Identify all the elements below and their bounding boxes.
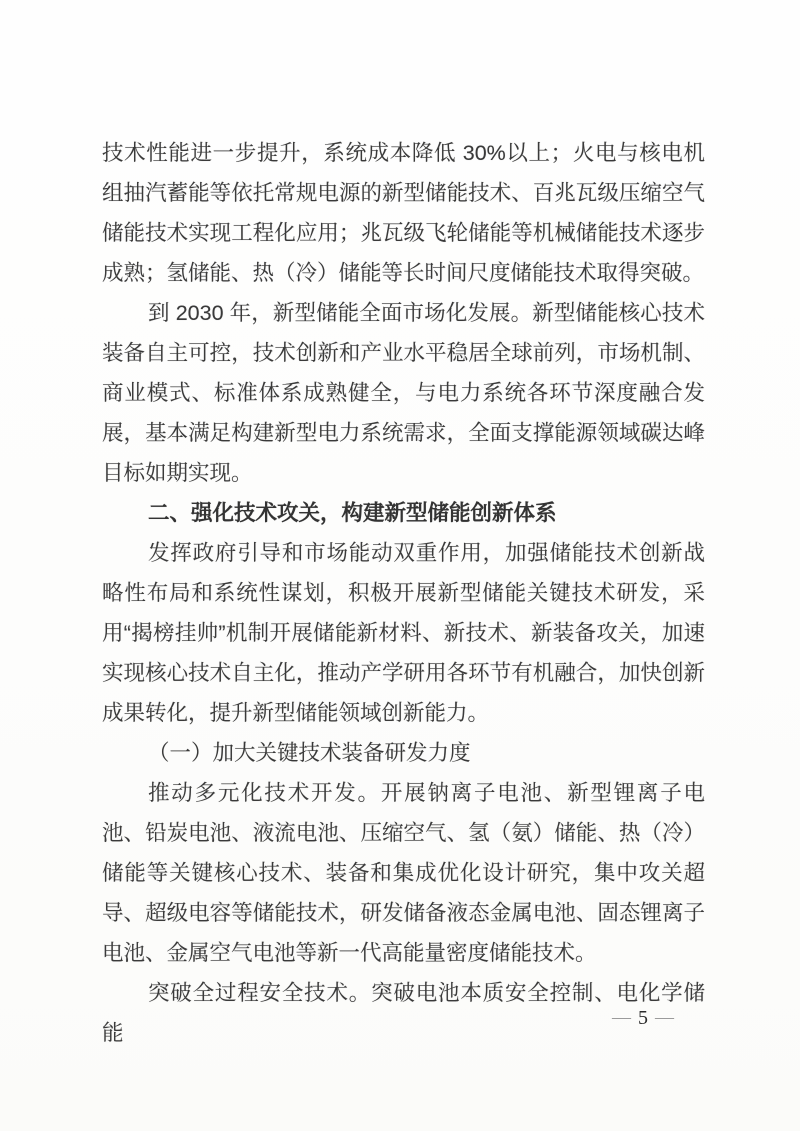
section-heading-2: 二、强化技术攻关，构建新型储能创新体系 (148, 501, 557, 525)
page-number-value: 5 (638, 1006, 648, 1029)
page-number-dash-right: — (655, 1007, 674, 1028)
paragraph-diversified-tech-development: 推动多元化技术开发。开展钠离子电池、新型锂离子电池、铅炭电池、液流电池、压缩空气、氢（氨）储能、热（冷）储能等关键核心技术、装备和集成优化设计研究，集中攻关超导、超级电容等储能技术，研发储备液态金属电池、固态锂离子电池、金属空气电池等新一代高能量密度储能技术。 (102, 781, 705, 965)
paragraph-safety-tech-partial: 突破全过程安全技术。突破电池本质安全控制、电化学储能 (102, 981, 705, 1045)
subsection-heading-2-1: （一）加大关键技术装备研发力度 (148, 741, 471, 765)
paragraph-2025-goals-continued: 技术性能进一步提升，系统成本降低 30%以上；火电与核电机组抽汽蓄能等依托常规电源的新型储能技术、百兆瓦级压缩空气储能技术实现工程化应用；兆瓦级飞轮储能等机械储能技术逐步成熟；氢储能、热（冷）储能等长时间尺度储能技术取得突破。 (102, 141, 705, 285)
paragraph-2030-goals: 到 2030 年，新型储能全面市场化发展。新型储能核心技术装备自主可控，技术创新和产业水平稳居全球前列，市场机制、商业模式、标准体系成熟健全，与电力系统各环节深度融合发展，基本满足构建新型电力系统需求，全面支撑能源领域碳达峰目标如期实现。 (102, 301, 705, 485)
page-number (612, 1003, 702, 1033)
paragraph-section-2-intro: 发挥政府引导和市场能动双重作用，加强储能技术创新战略性布局和系统性谋划，积极开展新型储能关键技术研发，采用“揭榜挂帅”机制开展储能新材料、新技术、新装备攻关，加速实现核心技术自主化，推动产学研用各环节有机融合，加快创新成果转化，提升新型储能领域创新能力。 (102, 541, 705, 725)
page-number-dash-left: — (612, 1007, 631, 1028)
document-text-block (102, 133, 705, 1053)
